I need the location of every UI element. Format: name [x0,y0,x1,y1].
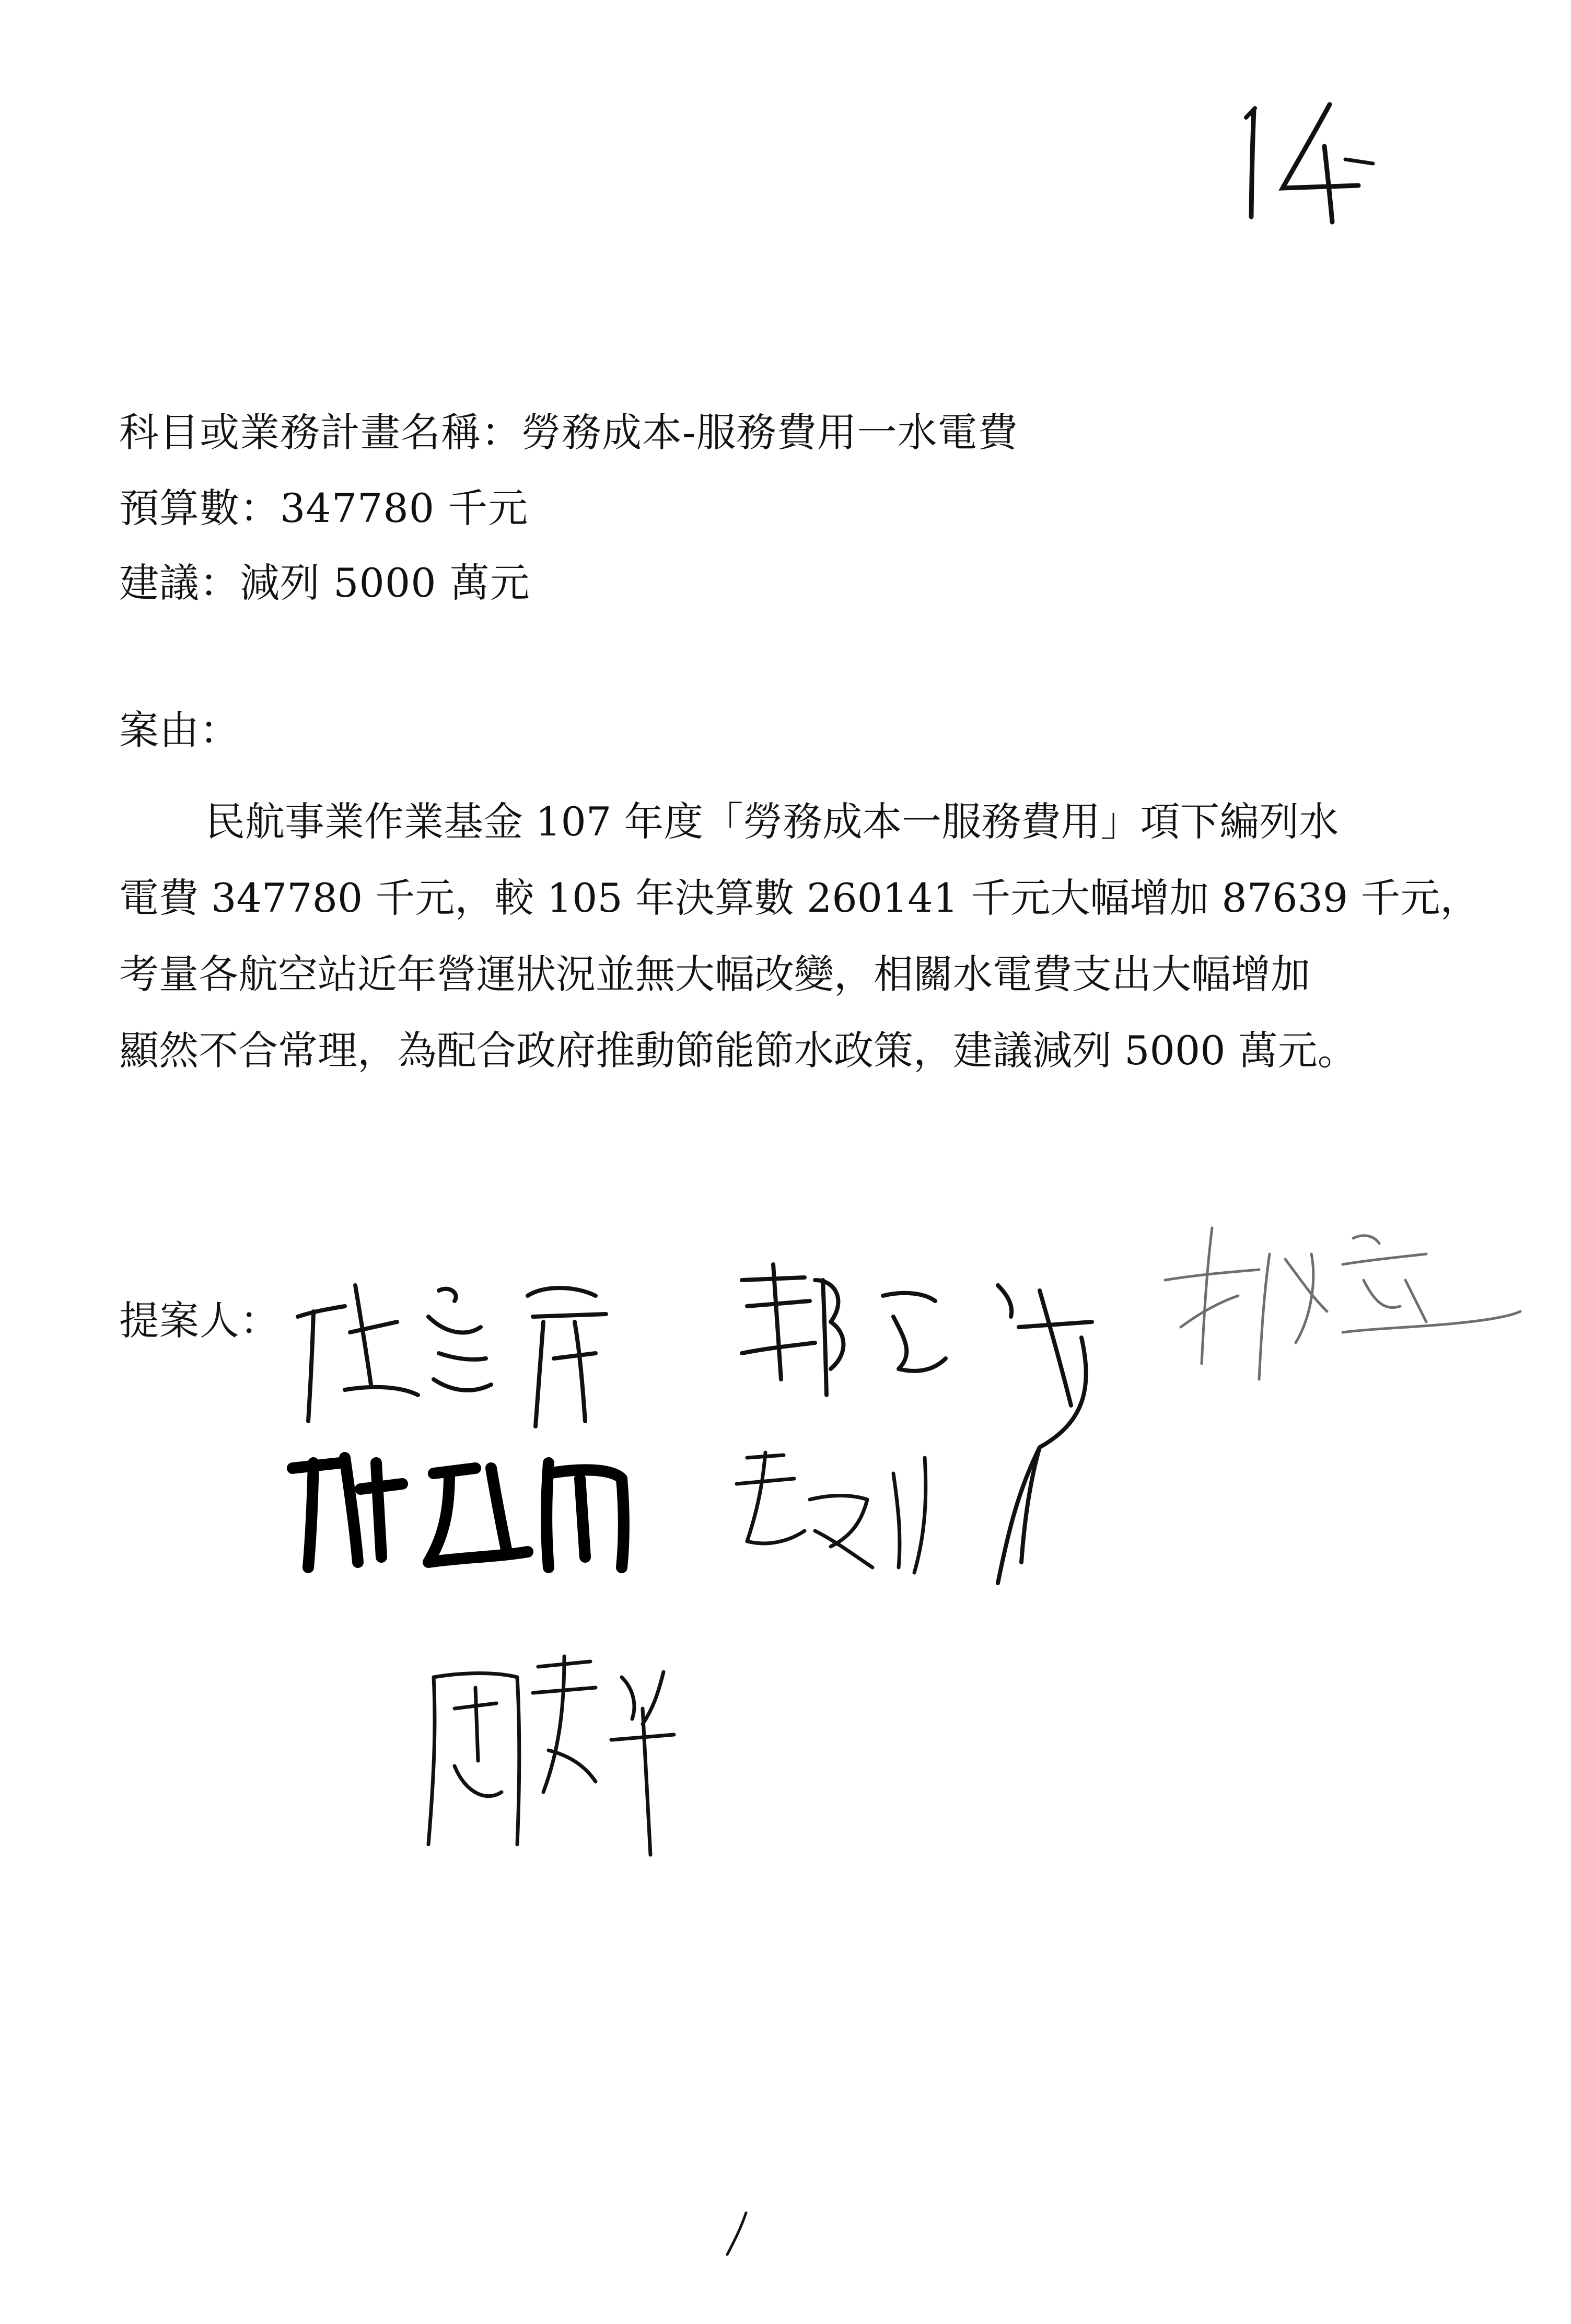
subject-label: 科目或業務計畫名稱： [119,409,521,456]
signature-1 [282,1254,648,1452]
proposers-label: 提案人： [119,1297,280,1344]
proposal-line [119,560,530,606]
reason-line-2: 電費 347780 千元，較 105 年決算數 260141 千元大幅增加 87639 千元， [119,875,1480,921]
footer-slash [721,2210,752,2257]
page-number-handwriting [1233,97,1390,233]
reason-paragraph [119,784,1480,1089]
reason-heading: 案由： [119,707,240,753]
signature-4 [277,1432,643,1588]
subject-value: 勞務成本-服務費用一水電費 [521,409,1018,456]
reason-line-3: 考量各航空站近年營運狀況並無大幅改變，相關水電費支出大幅增加 [119,951,1310,997]
subject-line [119,409,1018,456]
reason-line-1: 民航事業作業基金 107 年度「勞務成本一服務費用」項下編列水 [205,798,1339,845]
signature-5 [726,1437,977,1583]
proposal-value: 減列 5000 萬元 [240,560,530,606]
signature-6 [413,1646,684,1865]
budget-label: 預算數： [119,485,280,531]
proposal-label: 建議： [119,560,240,606]
signature-3 [1155,1207,1531,1405]
reason-line-4: 顯然不合常理，為配合政府推動節能節水政策，建議減列 5000 萬元。 [119,1027,1357,1074]
budget-line [119,485,529,531]
page-number [1233,97,1390,233]
footer-mark [721,2210,752,2257]
budget-value: 347780 千元 [280,485,529,531]
